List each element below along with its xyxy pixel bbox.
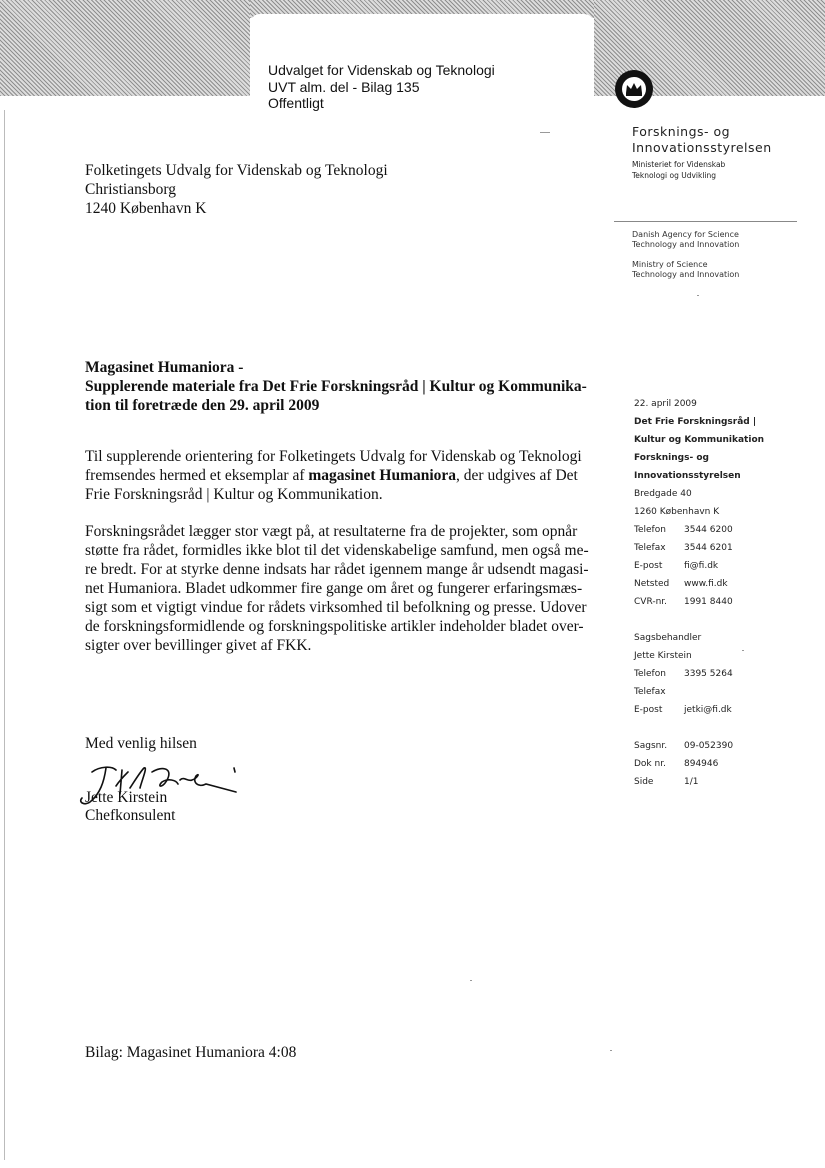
scan-margin-line: [4, 110, 5, 1160]
closing-greeting: Med venlig hilsen: [85, 735, 197, 752]
contact-value: 3544 6200: [684, 525, 733, 535]
english-agency-block: [632, 230, 739, 290]
ref-label: Side: [634, 777, 654, 787]
contact-label: CVR-nr.: [634, 597, 668, 607]
ref-value: 894946: [684, 759, 719, 769]
agency-name-line2: Innovationsstyrelsen: [632, 140, 772, 155]
contact-value: 3544 6201: [684, 543, 733, 553]
stamp-line-public: Offentligt: [268, 95, 324, 111]
body-p1-line3: Frie Forskningsråd | Kultur og Kommunikation.: [85, 486, 383, 503]
body-p2-line: sigt som et vigtigt vindue for rådets virksomhed til befolkning og presse. Udover: [85, 599, 587, 616]
scan-speck: [697, 295, 699, 296]
scan-hatch-left: [0, 0, 250, 96]
attachment-note: Bilag: Magasinet Humaniora 4:08: [85, 1044, 297, 1061]
recipient-line3: 1240 København K: [85, 200, 207, 217]
crown-logo-icon: [614, 66, 654, 112]
stamp-line-bilag: UVT alm. del - Bilag 135: [268, 78, 420, 95]
english-agency-line2: Technology and Innovation: [632, 240, 740, 249]
contact-label: E-post: [634, 705, 663, 715]
recipient-line2: Christiansborg: [85, 181, 176, 198]
ref-value: 1/1: [684, 777, 699, 787]
handler-name: Jette Kirstein: [634, 651, 692, 661]
sidebar-agency-line2: Innovationsstyrelsen: [634, 471, 741, 481]
contact-value: 1991 8440: [684, 597, 733, 607]
contact-label: Telefon: [634, 525, 666, 535]
subject-line3: tion til foretræde den 29. april 2009: [85, 397, 320, 414]
contact-label: Netsted: [634, 579, 670, 589]
contact-value: fi@fi.dk: [684, 561, 719, 571]
ref-row-case: [634, 737, 764, 755]
stamp-line-committee: Udvalget for Videnskab og Teknologi: [268, 62, 495, 78]
body-p2-line: Forskningsrådet lægger stor vægt på, at resultaterne fra de projekter, som opnår: [85, 523, 578, 540]
handler-heading: Sagsbehandler: [634, 633, 702, 643]
contact-label: E-post: [634, 561, 663, 571]
handler-row-phone: [634, 665, 764, 683]
body-p2-line: net Humaniora. Bladet udkommer fire gange om året og fungerer erfaringsmæs-: [85, 580, 583, 597]
letter-subject: [85, 358, 595, 415]
sidebar-dept-line1: Det Frie Forskningsråd |: [634, 417, 757, 427]
recipient-line1: Folketingets Udvalg for Videnskab og Teknologi: [85, 162, 388, 179]
body-paragraph-1: [85, 447, 593, 504]
ministry-line1: Ministeriet for Videnskab: [632, 160, 726, 169]
contact-label: Telefax: [634, 543, 666, 553]
contact-value: www.fi.dk: [684, 579, 728, 589]
agency-name-line1: Forsknings- og: [632, 124, 731, 139]
contact-row-phone: [634, 521, 764, 539]
contact-label: Telefon: [634, 669, 666, 679]
ministry-line2: Teknologi og Udvikling: [632, 171, 717, 180]
header-divider: [614, 221, 797, 222]
letter-date: 22. april 2009: [634, 399, 697, 409]
ref-row-page: [634, 773, 764, 791]
agency-header: [632, 124, 772, 181]
contact-label: Telefax: [634, 687, 666, 697]
stamp-text: [268, 62, 495, 112]
body-p2-line: sigter over bevillinger givet af FKK.: [85, 637, 312, 654]
handler-row-email: [634, 701, 764, 719]
handler-row-fax: [634, 683, 764, 701]
signer-name: Jette Kirstein: [85, 789, 168, 806]
body-p1-line2: [85, 466, 593, 485]
body-p2-line: de forskningsformidlende og forskningspolitiske artikler indeholder bladet over-: [85, 618, 584, 635]
english-ministry-line2: Technology and Innovation: [632, 270, 740, 279]
subject-line1: Magasinet Humaniora -: [85, 359, 244, 376]
sidebar-address-line1: Bredgade 40: [634, 489, 692, 499]
contact-value: jetki@fi.dk: [684, 705, 732, 715]
english-ministry-line1: Ministry of Science: [632, 260, 708, 269]
ref-label: Dok nr.: [634, 759, 666, 769]
sidebar-address-line2: 1260 København K: [634, 507, 720, 517]
scan-speck: [742, 650, 744, 651]
body-p2-line: støtte fra rådet, formidles ikke blot til det videnskabelige samfund, men også me-: [85, 542, 589, 559]
body-paragraph-2: [85, 522, 593, 655]
body-p1-line2-post: , der udgives af Det: [456, 467, 578, 484]
scan-speck: [540, 132, 550, 133]
scan-speck: [470, 980, 472, 981]
contact-row-cvr: [634, 593, 764, 611]
contact-row-email: [634, 557, 764, 575]
sender-sidebar: [634, 395, 764, 791]
sidebar-dept-line2: Kultur og Kommunikation: [634, 435, 765, 445]
ref-row-doc: [634, 755, 764, 773]
recipient-address: [85, 161, 388, 218]
english-agency-line1: Danish Agency for Science: [632, 230, 739, 239]
scan-speck: [610, 1050, 612, 1051]
ref-value: 09-052390: [684, 741, 734, 751]
contact-row-fax: [634, 539, 764, 557]
body-p2-line: re bredt. For at styrke denne indsats har rådet igennem mange år udsendt magasi-: [85, 561, 589, 578]
letter-body: [85, 447, 593, 673]
contact-value: 3395 5264: [684, 669, 733, 679]
signer-title: Chefkonsulent: [85, 807, 176, 824]
sidebar-agency-line1: Forsknings- og: [634, 453, 709, 463]
body-p1-line1: Til supplerende orientering for Folketingets Udvalg for Videnskab og Teknologi: [85, 448, 582, 465]
subject-line2: Supplerende materiale fra Det Frie Forskningsråd | Kultur og Kommunika-: [85, 378, 587, 395]
magazine-name: magasinet Humaniora: [308, 467, 457, 484]
ref-label: Sagsnr.: [634, 741, 668, 751]
contact-row-website: [634, 575, 764, 593]
body-p1-line2-pre: fremsendes hermed et eksemplar af: [85, 467, 309, 484]
